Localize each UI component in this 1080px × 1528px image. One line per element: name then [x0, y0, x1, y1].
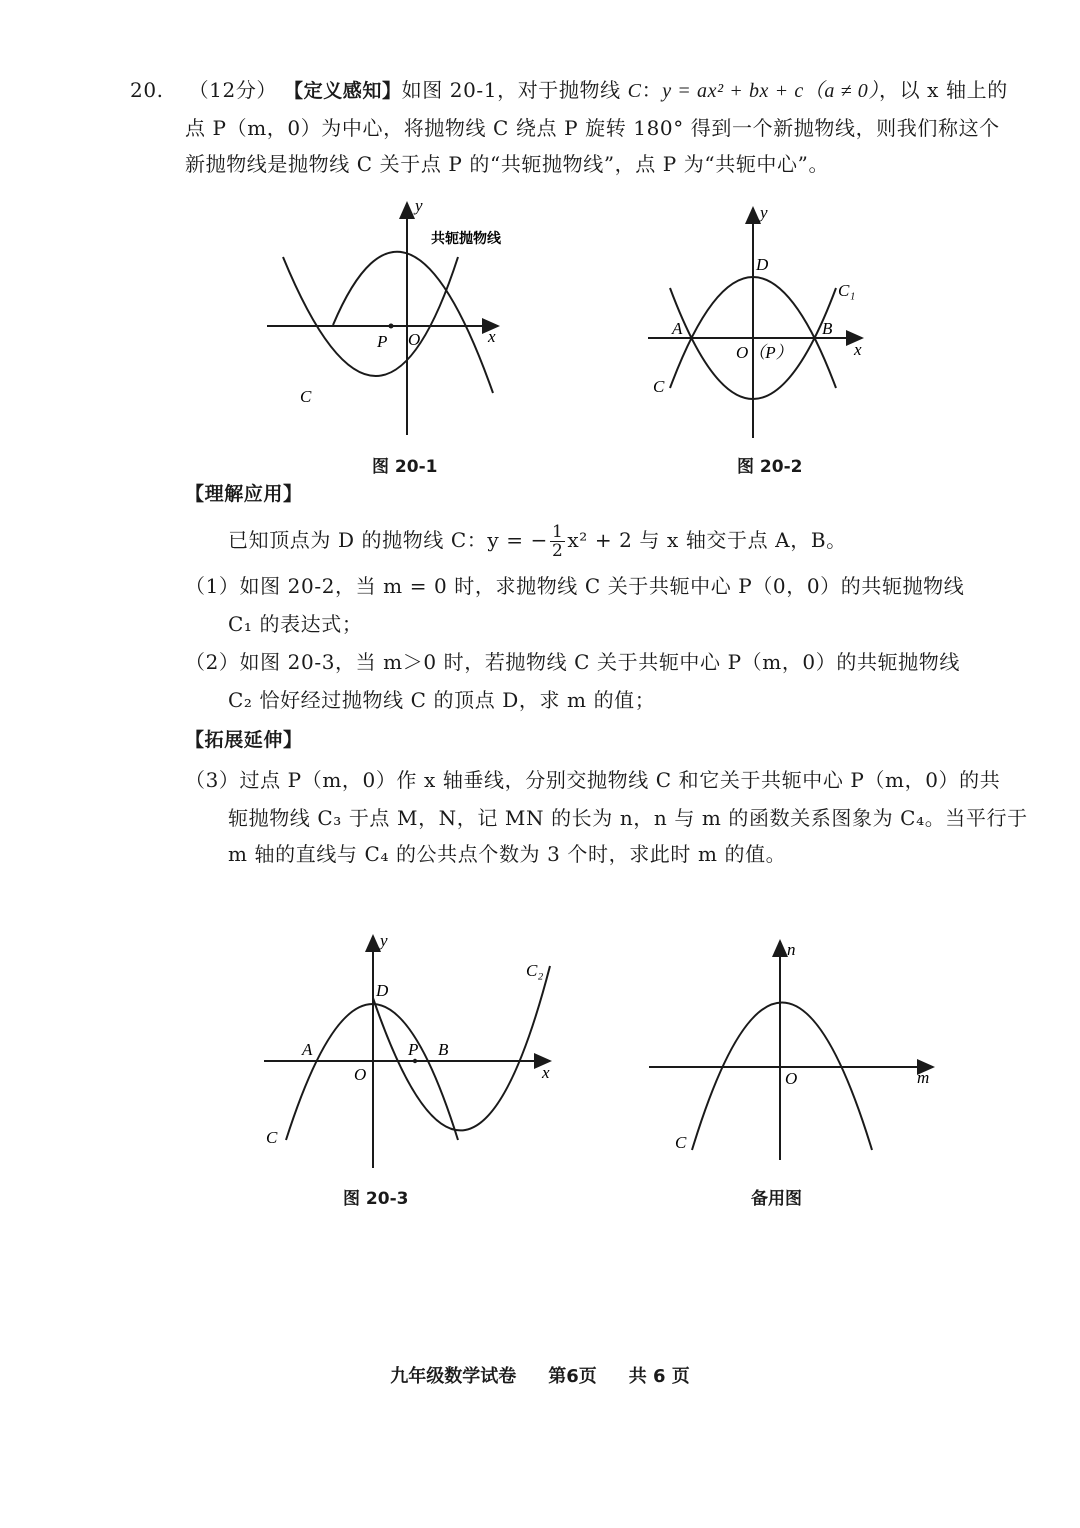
- intro-text-d: ，以 x 轴上的: [879, 78, 1008, 102]
- fig2-caption: 图 20-2: [737, 457, 803, 477]
- fig2-c-label: C: [653, 377, 665, 396]
- figure-spare: [645, 935, 945, 1175]
- fig2-a-label: A: [672, 319, 683, 338]
- spare-c-label: C: [675, 1133, 687, 1152]
- q1-line-1: （1）如图 20-2，当 m = 0 时，求抛物线 C 关于共轭中心 P（0，0）的共轭抛物线: [185, 574, 965, 598]
- q3-line-2: 轭抛物线 C₃ 于点 M，N，记 MN 的长为 n，n 与 m 的函数关系图象为 C₄。当平行于: [228, 806, 1028, 830]
- fig3-y-label: y: [380, 931, 388, 950]
- q2-line-2: C₂ 恰好经过抛物线 C 的顶点 D，求 m 的值；: [228, 688, 656, 712]
- figure-20-2: [640, 200, 880, 445]
- question-score: （12分）: [188, 78, 278, 102]
- extension-heading: 【拓展延伸】: [185, 729, 303, 751]
- footer-total: 共 6 页: [628, 1366, 690, 1387]
- fig3-p-label: P: [408, 1040, 419, 1059]
- fig3-c2-label: C₂: [526, 961, 544, 980]
- curve-conjugate: [333, 252, 493, 393]
- figure-20-1: [255, 195, 515, 445]
- fig3-x-label: x: [542, 1063, 550, 1082]
- fig3-c-label: C: [266, 1128, 278, 1147]
- q1-line-2: C₁ 的表达式；: [228, 612, 363, 636]
- spare-o-label: O: [785, 1069, 798, 1088]
- fig1-caption: 图 20-1: [372, 457, 438, 477]
- spare-m-label: m: [917, 1068, 930, 1087]
- question-line-1: [130, 76, 1008, 105]
- fig3-caption: 图 20-3: [343, 1189, 409, 1209]
- spare-caption: 备用图: [751, 1189, 802, 1209]
- intro-text-a: 如图 20-1，对于抛物线: [401, 78, 628, 102]
- fig1-conjugate-label: 共轭抛物线: [431, 232, 501, 247]
- fig2-b-label: B: [822, 319, 833, 338]
- fig1-y-label: y: [415, 196, 423, 215]
- given-text-a: 已知顶点为 D 的抛物线 C：y = −: [228, 528, 548, 552]
- fig2-d-label: D: [756, 255, 769, 274]
- fig1-origin-label: O: [408, 330, 421, 349]
- given-text-b: x² + 2 与 x 轴交于点 A，B。: [567, 528, 847, 552]
- footer-subject: 九年级数学试卷: [390, 1366, 517, 1387]
- intro-formula: y = ax² + bx + c（a ≠ 0）: [662, 80, 879, 102]
- curve-c: [692, 1003, 872, 1151]
- curve-c2: [373, 966, 550, 1130]
- fig3-a-label: A: [302, 1040, 313, 1059]
- fig1-x-label: x: [488, 327, 496, 346]
- figure-20-3: [258, 928, 568, 1178]
- fig3-b-label: B: [438, 1040, 449, 1059]
- understanding-heading: 【理解应用】: [185, 483, 303, 505]
- point-p: [389, 324, 394, 329]
- curve-c: [283, 257, 458, 376]
- fig2-c1-label: C₁: [838, 281, 856, 300]
- point-p: [413, 1059, 417, 1063]
- fig2-y-label: y: [760, 203, 768, 222]
- q3-line-3: m 轴的直线与 C₄ 的公共点个数为 3 个时，求此时 m 的值。: [228, 842, 787, 866]
- q2-line-1: （2）如图 20-3，当 m＞0 时，若抛物线 C 关于共轭中心 P（m，0）的共轭抛物线: [185, 650, 960, 674]
- fig3-d-label: D: [376, 981, 389, 1000]
- fig1-c-label: C: [300, 387, 312, 406]
- spare-n-label: n: [787, 940, 796, 959]
- fig2-x-label: x: [854, 340, 862, 359]
- fraction-numerator: 1: [551, 522, 564, 542]
- fig2-op-label: O（P）: [736, 343, 793, 362]
- question-line-3: 新抛物线是抛物线 C 关于点 P 的“共轭抛物线”，点 P 为“共轭中心”。: [185, 152, 830, 176]
- fig1-p-label: P: [377, 332, 388, 351]
- page-footer: [0, 1362, 1080, 1388]
- intro-text-b: ：: [641, 78, 663, 102]
- fraction-half: [550, 523, 565, 560]
- intro-curve-name: C: [627, 80, 642, 102]
- footer-page: 第6页: [548, 1366, 597, 1387]
- given-line: [228, 520, 847, 560]
- section-definition-heading: 【定义感知】: [284, 80, 402, 102]
- question-number: 20.: [130, 78, 164, 102]
- fraction-denominator: 2: [551, 541, 564, 561]
- question-line-2: 点 P（m，0）为中心，将抛物线 C 绕点 P 旋转 180° 得到一个新抛物线，则我们称这个: [185, 116, 1000, 140]
- q3-line-1: （3）过点 P（m，0）作 x 轴垂线，分别交抛物线 C 和它关于共轭中心 P（m，0）的共: [185, 768, 1001, 792]
- fig3-o-label: O: [354, 1065, 367, 1084]
